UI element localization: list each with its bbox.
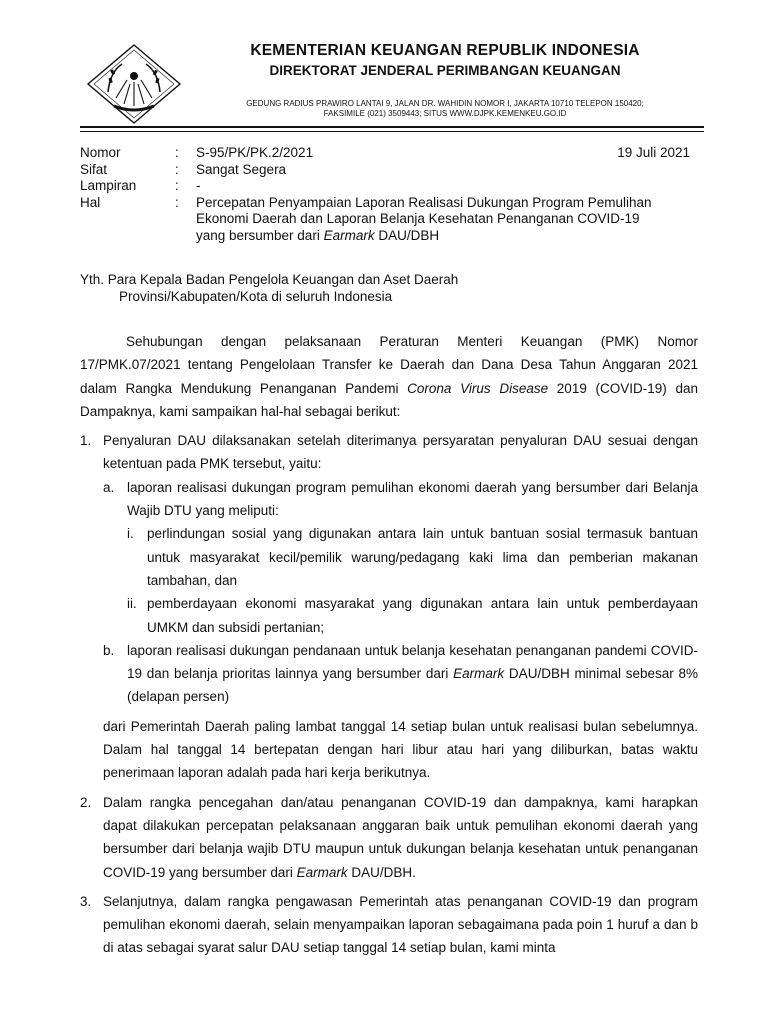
meta-row-hal (80, 195, 676, 245)
meta-value-nomor: S-95/PK/PK.2/2021 (196, 145, 314, 160)
addressee-line-1: Yth. Para Kepala Badan Pengelola Keuangan dan Aset Daerah (80, 272, 459, 287)
item-text: pemberdayaan ekonomi masyarakat yang digunakan antara lain untuk pemberdayaan UMKM dan subsidi pertanian; (147, 596, 698, 635)
item-number: 2. (80, 794, 92, 810)
item-1b-text-b: DAU/DBH minimal sebesar 8% (delapan persen) (127, 666, 698, 705)
intro-text-a: Sehubungan dengan pelaksanaan Peraturan Menteri Keuangan (PMK) Nomor 17/PMK.07/2021 tentang Pengelolaan Transfer ke Daerah dan Dana Desa Tahun Anggaran 2021 dalam Rangka Mendukung Penanganan Pandemi (80, 334, 698, 396)
item-text: Penyaluran DAU dilaksanakan setelah diterimanya persyaratan penyaluran DAU sesuai dengan ketentuan pada PMK tersebut, yaitu: (103, 433, 698, 472)
meta-colon: : (175, 145, 179, 160)
meta-row-sifat (80, 162, 676, 179)
intro-paragraph (80, 330, 698, 423)
list-item-1a (103, 476, 698, 523)
hal-line-2: Ekonomi Daerah dan Laporan Belanja Kesehatan Penanganan COVID-19 (196, 211, 640, 226)
item-number: a. (103, 479, 115, 495)
addressee (80, 272, 458, 305)
intro-em: Corona Virus Disease (407, 380, 549, 396)
meta-colon: : (175, 161, 179, 177)
kemenkeu-seal-icon (84, 42, 184, 126)
letterhead-divider-thin (80, 131, 704, 132)
item-1b-em: Earmark (453, 666, 505, 682)
hal-line-3-em: Earmark (323, 227, 375, 243)
letter-date: 19 Juli 2021 (617, 145, 690, 160)
meta-colon: : (175, 194, 179, 210)
item-1b-text-a: laporan realisasi dukungan pendanaan untuk belanja kesehatan penanganan pandemi COVID-19 dan belanja prioritas lainnya yang bersumber dari (127, 642, 698, 682)
meta-label: Hal (80, 194, 101, 210)
item-number: 3. (80, 893, 92, 909)
meta-row-lampiran (80, 178, 676, 195)
meta-row-nomor (80, 145, 676, 162)
meta-colon: : (175, 178, 179, 193)
item-text: laporan realisasi dukungan program pemulihan ekonomi daerah yang bersumber dari Belanja Wajib DTU yang meliputi: (127, 479, 698, 519)
list-item-1ai (127, 522, 698, 592)
intro-text-b: 2019 (COVID-19) dan Dampaknya, kami sampaikan hal-hal sebagai berikut: (80, 380, 698, 419)
item-number: b. (103, 642, 115, 658)
address-line-2: FAKSIMILE (021) 3509443; SITUS WWW.DJPK.KEMENKEU.GO.ID (323, 109, 567, 118)
directorate-name: DIREKTORAT JENDERAL PERIMBANGAN KEUANGAN (269, 63, 621, 78)
meta-label: Sifat (80, 161, 108, 177)
item-text: perlindungan sosial yang digunakan antara lain untuk bantuan sosial termasuk bantuan untuk masyarakat kecil/pemilik warung/pedagang kaki lima dan pemberian makanan tambahan, dan (147, 526, 698, 588)
meta-label: Lampiran (80, 178, 137, 193)
item-number: 1. (80, 433, 92, 449)
meta-value-lampiran: - (196, 178, 201, 193)
list-item-3 (80, 890, 698, 960)
item-2-text-a: Dalam rangka pencegahan dan/atau penanganan COVID-19 dan dampaknya, kami harapkan dapat dilakukan percepatan pelaksanaan anggaran baik untuk pemulihan ekonomi daerah yang bersumber dari belanja wajib DTU maupun untuk dukungan belanja kesehatan untuk penanganan COVID-19 yang bersumber dari (103, 794, 698, 880)
item-2-text-b: DAU/DBH. (347, 864, 416, 880)
letter-body (80, 330, 698, 960)
meta-value-hal (196, 195, 676, 245)
letter-meta (80, 145, 676, 244)
item-text (103, 791, 698, 884)
hal-line-1: Percepatan Penyampaian Laporan Realisasi Dukungan Program Pemulihan (196, 194, 652, 210)
hal-line-3a: yang bersumber dari (196, 227, 324, 243)
address-line-1: GEDUNG RADIUS PRAWIRO LANTAI 9, JALAN DR. WAHIDIN NOMOR I, JAKARTA 10710 TELEPON 150420; (246, 99, 644, 108)
list-item-2 (80, 791, 698, 884)
addressee-line-2: Provinsi/Kabupaten/Kota di seluruh Indonesia (119, 288, 393, 304)
item-2-em: Earmark (296, 864, 348, 880)
ministry-name: KEMENTERIAN KEUANGAN REPUBLIK INDONESIA (250, 42, 640, 59)
list-item-1aii (127, 592, 698, 639)
item-text (127, 639, 698, 709)
list-item-1 (80, 429, 698, 476)
list-item-1b (103, 639, 698, 709)
item-text: Selanjutnya, dalam rangka pengawasan Pemerintah atas penanganan COVID-19 dan program pemulihan ekonomi daerah, selain menyampaikan laporan sebagaimana pada poin 1 huruf a dan b di atas sebagai syarat salur DAU setiap tanggal 14 setiap bulan, kami minta (103, 893, 698, 956)
letterhead-divider (80, 126, 704, 128)
meta-label: Nomor (80, 145, 121, 160)
item-1-closing: dari Pemerintah Daerah paling lambat tanggal 14 setiap bulan untuk realisasi bulan sebelumnya. Dalam hal tanggal 14 bertepatan dengan hari libur atau hari yang diliburkan, batas waktu penerimaan laporan adalah pada hari kerja berikutnya. (103, 718, 698, 781)
item-number: i. (127, 526, 134, 542)
meta-value-sifat: Sangat Segera (196, 161, 287, 177)
hal-line-3c: DAU/DBH (374, 227, 440, 243)
letterhead-address (190, 99, 700, 119)
item-number: ii. (127, 596, 137, 612)
